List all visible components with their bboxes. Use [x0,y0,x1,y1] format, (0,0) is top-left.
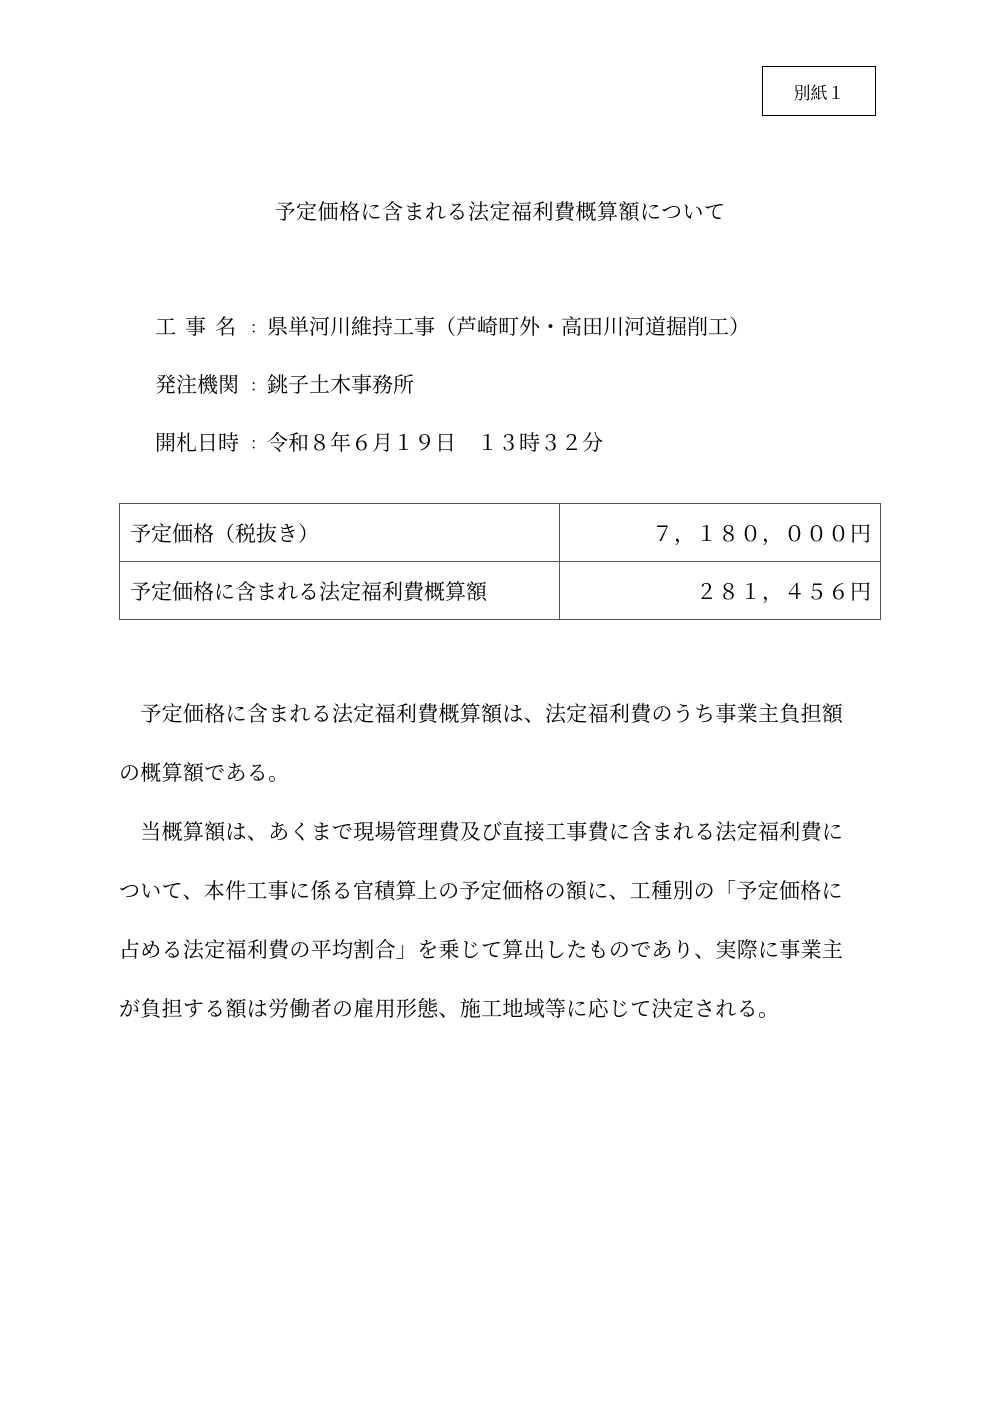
body-text-line: 占める法定福利費の平均割合」を乗じて算出したものであり、実際に事業主 [119,938,844,962]
table-cell-amount: ２８１，４５６円 [560,562,881,620]
info-row-work-name [155,311,750,341]
table-cell-label: 予定価格（税抜き） [120,504,560,562]
attachment-label-text: 別紙１ [793,83,845,104]
table-row [120,504,881,562]
opening-colon: ： [249,433,266,453]
body-text-line: 予定価格に含まれる法定福利費概算額は、法定福利費のうち事業主負担額 [119,702,844,726]
body-text-line: 当概算額は、あくまで現場管理費及び直接工事費に含まれる法定福利費に [119,820,844,844]
agency-label: 発注機関 [155,373,239,397]
opening-value: 令和８年６月１９日 １３時３２分 [267,431,603,455]
work-name-label: 工事名 [155,315,245,339]
info-row-agency [155,369,414,399]
price-table [119,503,881,620]
document-title: 予定価格に含まれる法定福利費概算額について [274,200,726,224]
agency-value: 銚子土木事務所 [267,373,414,397]
body-text-line: が負担する額は労働者の雇用形態、施工地域等に応じて決定される。 [119,997,780,1021]
table-cell-amount: ７，１８０，０００円 [560,504,881,562]
info-row-opening [155,427,603,457]
body-text-line: の概算額である。 [119,761,290,785]
opening-label: 開札日時 [155,431,239,455]
work-name-value: 県単河川維持工事（芦崎町外・高田川河道掘削工） [267,315,750,339]
table-cell-label: 予定価格に含まれる法定福利費概算額 [120,562,560,620]
body-text-line: ついて、本件工事に係る官積算上の予定価格の額に、工種別の「予定価格に [119,879,843,903]
attachment-label [762,66,876,116]
agency-colon: ： [249,375,266,395]
table-row [120,562,881,620]
work-name-colon: ： [249,317,266,337]
